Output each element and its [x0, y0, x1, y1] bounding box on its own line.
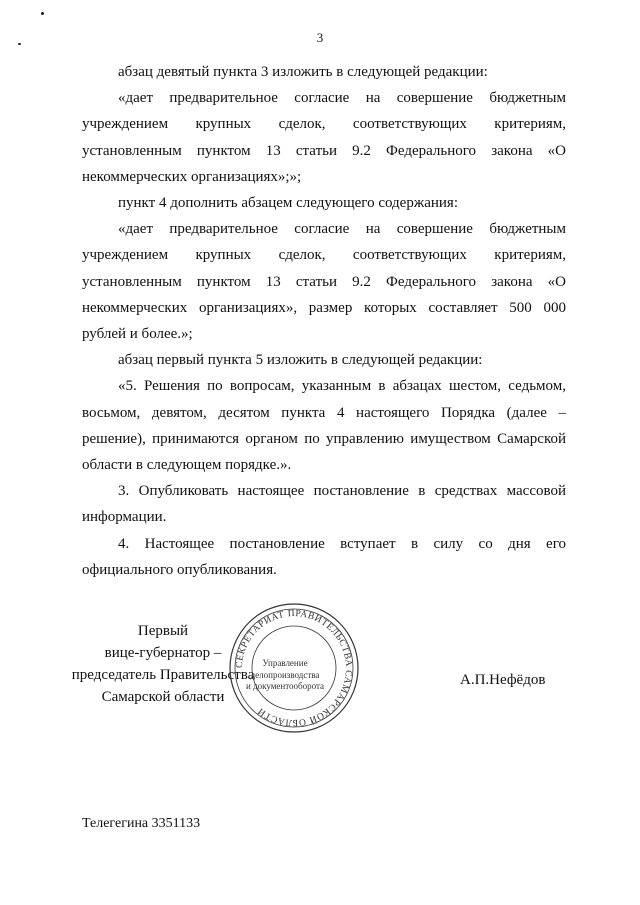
page-number: 3: [316, 30, 324, 45]
signatory-name: А.П.Нефёдов: [460, 672, 546, 688]
stamp-ring-text: СЕКРЕТАРИАТ ПРАВИТЕЛЬСТВА САМАРСКОЙ ОБЛАСТИ: [234, 608, 354, 728]
stamp-center-text: [243, 658, 327, 693]
paragraph: абзац девятый пункта 3 изложить в следующей редакции:: [118, 64, 488, 80]
stamp-center-line: Управление: [262, 658, 308, 668]
paragraph: «5. Решения по вопросам, указанным в абзацах шестом, седьмом, восьмом, девятом, десятом пункта 4 настоящего Порядка (далее – решение), принимаются органом по управлению имуществом Самарской области в следующем порядке.».: [82, 378, 566, 474]
document-body: [82, 59, 566, 583]
executor-contact: Телегегина 3351133: [82, 816, 201, 831]
scan-speck: [41, 12, 44, 15]
paragraph: 4. Настоящее постановление вступает в силу со дня его официального опубликования.: [82, 535, 566, 578]
signatory-title-line: Первый: [137, 623, 189, 639]
paragraph: 3. Опубликовать настоящее постановление в средствах массовой информации.: [82, 483, 566, 526]
stamp-center-line: делопроизводства: [250, 669, 320, 680]
stamp-center-line: и документооборота: [245, 681, 325, 691]
paragraph: пункт 4 дополнить абзацем следующего содержания:: [118, 195, 458, 212]
signatory-title-line: Самарской области: [101, 689, 225, 705]
signatory-title-line: председатель Правительства: [71, 667, 255, 683]
signatory-title-line: вице-губернатор –: [104, 645, 222, 661]
paragraph: абзац первый пункта 5 изложить в следующей редакции:: [118, 352, 483, 369]
paragraph: «дает предварительное согласие на совершение бюджетным учреждением крупных сделок, соответствующих критериям, установленным пунктом 13 статьи 9.2 Федерального закона «О некоммерческих организациях», размер которых составляет 500 000 рублей и более.»;: [82, 221, 566, 343]
paragraph: «дает предварительное согласие на совершение бюджетным учреждением крупных сделок, соответствующих критериям, установленным пунктом 13 статьи 9.2 Федерального закона «О некоммерческих организациях»;»;: [82, 90, 566, 185]
